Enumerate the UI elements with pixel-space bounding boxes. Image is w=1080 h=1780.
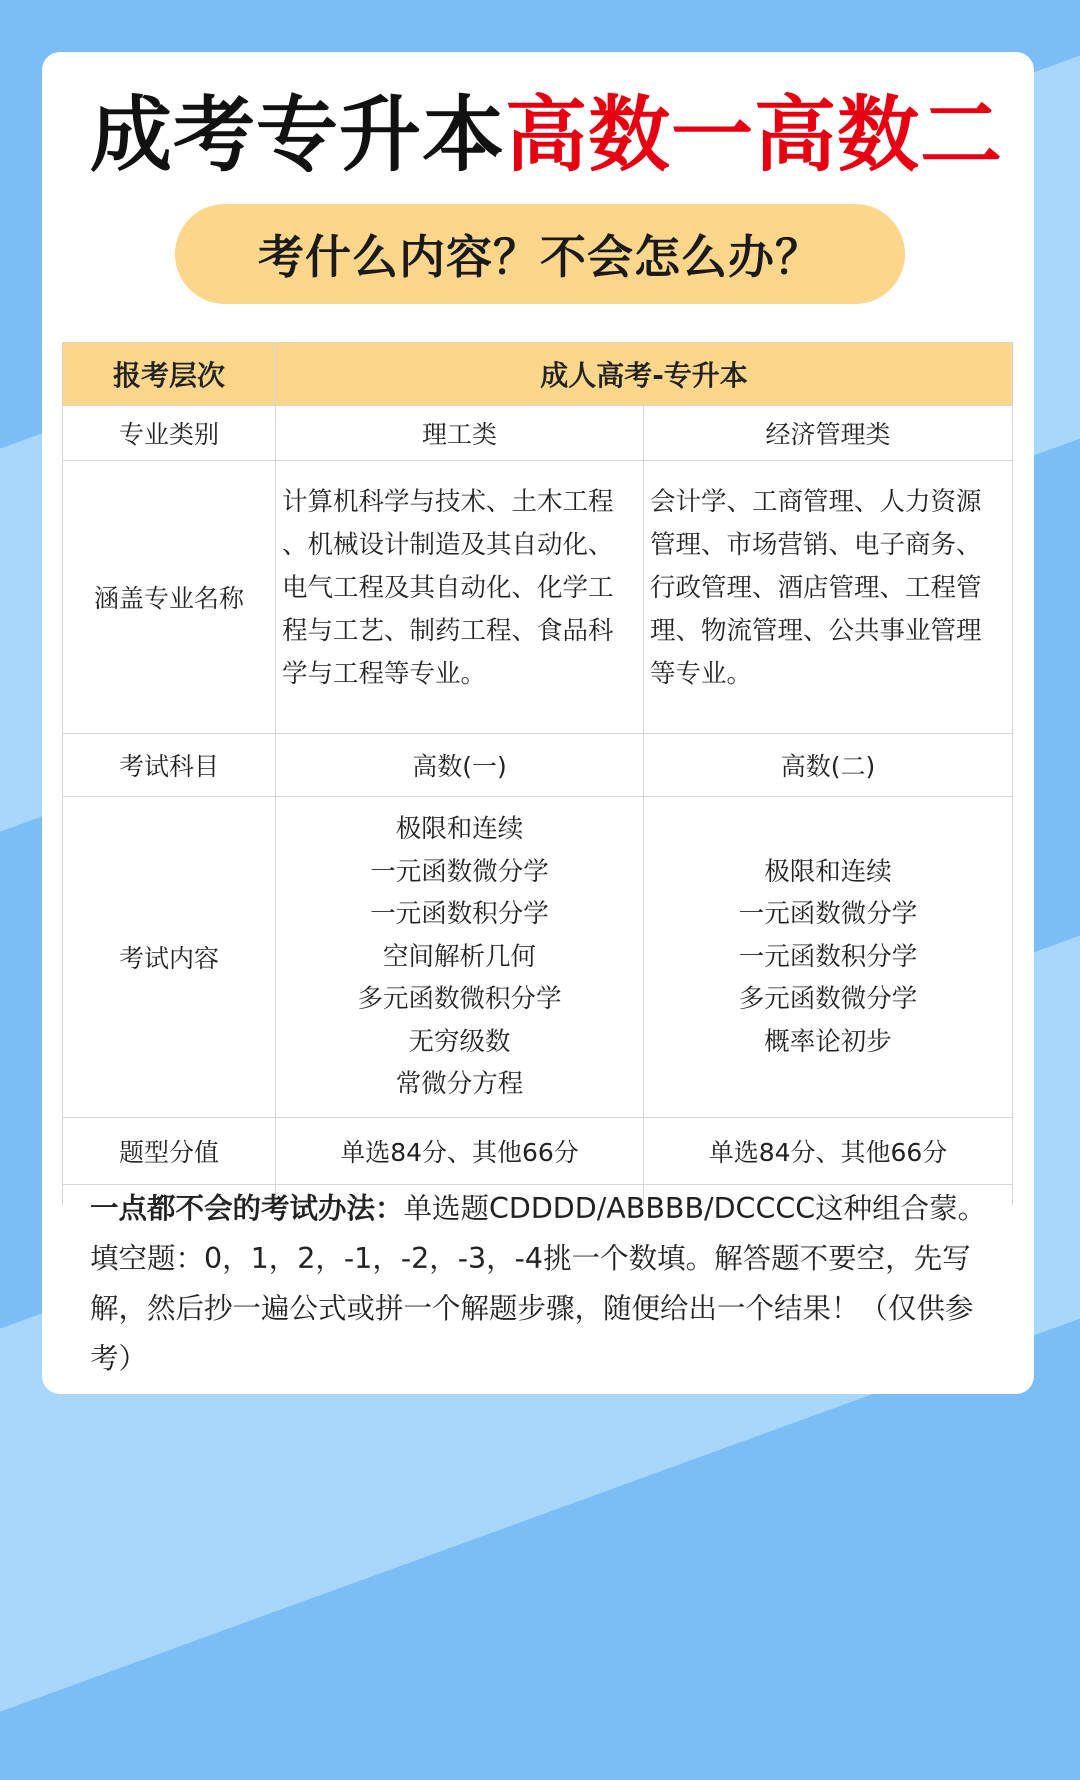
majors-line: 管理、市场营销、电子商务、 bbox=[650, 530, 982, 560]
majors-line: 电气工程及其自动化、化学工 bbox=[282, 573, 614, 603]
table-row-majors bbox=[63, 461, 1013, 734]
row-label: 涵盖专业名称 bbox=[63, 461, 276, 734]
content-item: 多元函数微积分学 bbox=[357, 984, 562, 1015]
exam-info-table bbox=[62, 342, 1013, 1205]
subtitle-banner bbox=[175, 204, 905, 304]
content-item: 无穷级数 bbox=[408, 1026, 511, 1057]
content-item: 概率论初步 bbox=[764, 1026, 892, 1057]
majors-line: 理、物流管理、公共事业管理 bbox=[650, 616, 982, 646]
table-row-score bbox=[63, 1118, 1013, 1185]
majors-line: 等专业。 bbox=[650, 659, 753, 689]
majors-line: 行政管理、酒店管理、工程管 bbox=[650, 573, 982, 603]
table-row-content bbox=[63, 797, 1013, 1118]
score-col2: 单选84分、其他66分 bbox=[644, 1118, 1013, 1185]
subject-col2: 高数(二) bbox=[644, 734, 1013, 797]
content-item: 一元函数微分学 bbox=[370, 856, 549, 887]
row-label: 专业类别 bbox=[63, 406, 276, 461]
majors-line: 、机械设计制造及其自动化、 bbox=[282, 530, 614, 560]
content-col1 bbox=[276, 797, 644, 1118]
row-label: 题型分值 bbox=[63, 1118, 276, 1185]
title-part-black: 成考专升本 bbox=[90, 88, 506, 183]
content-item: 极限和连续 bbox=[395, 814, 524, 845]
page-title bbox=[90, 86, 1004, 186]
content-item: 一元函数微分学 bbox=[738, 899, 918, 930]
content-item: 多元函数微分学 bbox=[738, 984, 918, 1015]
row-label: 考试内容 bbox=[63, 797, 276, 1118]
note-body: 单选题CDDDD/ABBBB/DCCCC这种组合蒙。填空题：0，1，2，-1，-2，-3，-4挑一个数填。解答题不要空，先写解，然后抄一遍公式或拼一个解题步骤，随便给出一个结果！（仅供参考） bbox=[90, 1192, 987, 1375]
content-item: 常微分方程 bbox=[395, 1069, 524, 1100]
score-col1: 单选84分、其他66分 bbox=[276, 1118, 644, 1185]
majors-col1 bbox=[276, 461, 644, 734]
content-item: 一元函数积分学 bbox=[738, 941, 918, 972]
content-item: 一元函数积分学 bbox=[370, 899, 549, 930]
note-lead: 一点都不会的考试办法： bbox=[90, 1192, 404, 1225]
title-part-red: 高数一高数二 bbox=[505, 88, 1004, 183]
row-label: 考试科目 bbox=[63, 734, 276, 797]
table-row-category bbox=[63, 406, 1013, 461]
content-col2 bbox=[644, 797, 1013, 1118]
subject-col1: 高数(一) bbox=[276, 734, 644, 797]
content-card bbox=[42, 52, 1034, 1394]
header-value-cell: 成人高考-专升本 bbox=[276, 343, 1013, 406]
table-row-subject bbox=[63, 734, 1013, 797]
category-col2: 经济管理类 bbox=[644, 406, 1013, 461]
category-col1: 理工类 bbox=[276, 406, 644, 461]
majors-line: 计算机科学与技术、土木工程 bbox=[282, 487, 614, 517]
majors-line: 会计学、工商管理、人力资源 bbox=[650, 487, 982, 517]
majors-line: 学与工程等专业。 bbox=[282, 659, 487, 689]
content-item: 空间解析几何 bbox=[382, 941, 536, 972]
majors-line: 程与工艺、制药工程、食品科 bbox=[282, 616, 614, 646]
exam-tips-note bbox=[90, 1184, 990, 1384]
subtitle-text: 考什么内容？不会怎么办？ bbox=[258, 230, 822, 284]
table-header-row bbox=[63, 343, 1013, 406]
majors-col2 bbox=[644, 461, 1013, 734]
header-label-cell: 报考层次 bbox=[63, 343, 276, 406]
content-item: 极限和连续 bbox=[764, 856, 892, 887]
